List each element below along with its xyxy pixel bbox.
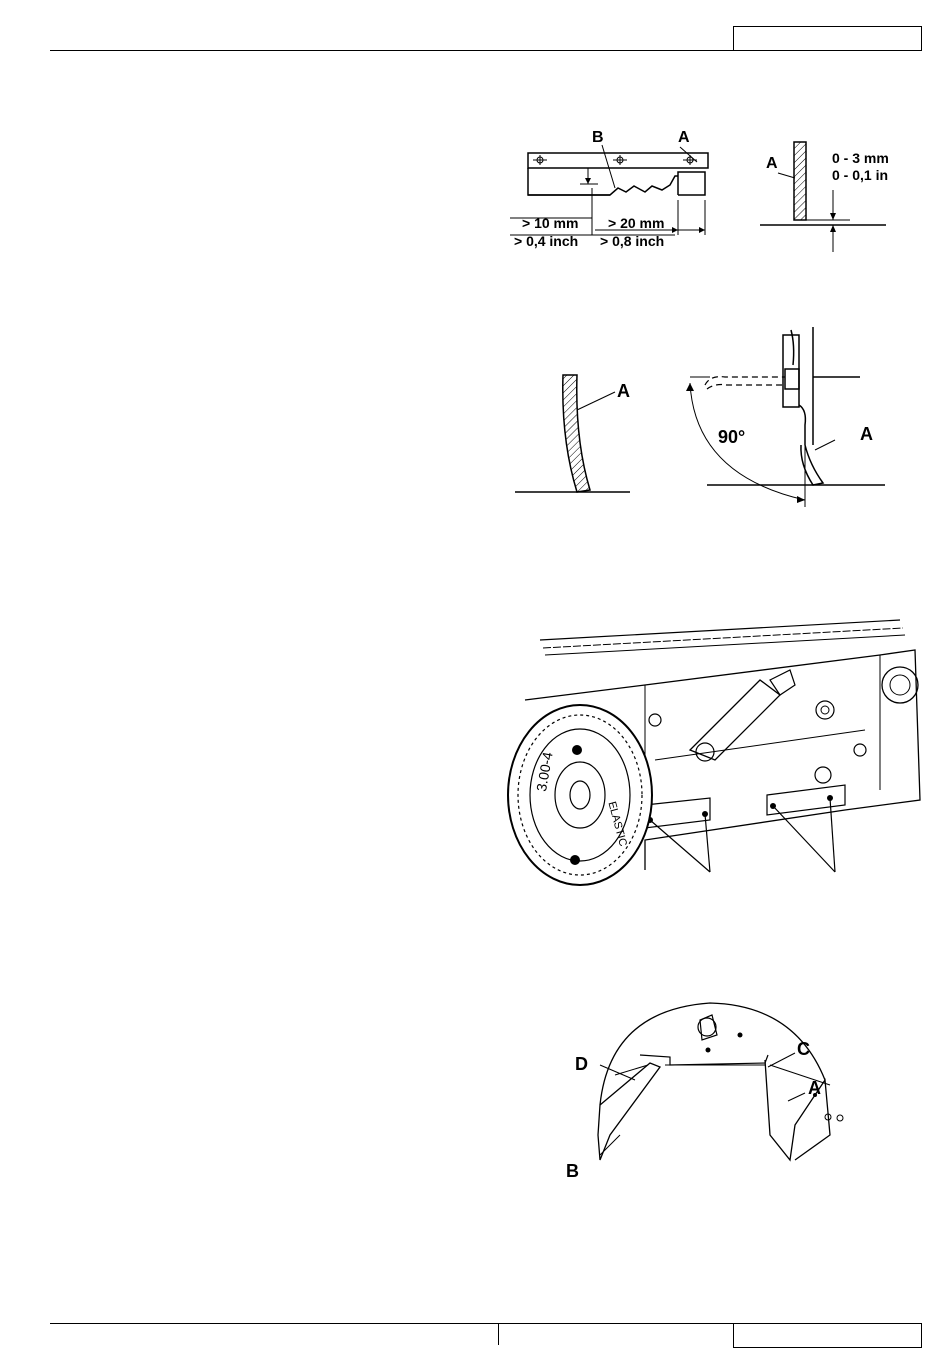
- fig6-label-b: B: [566, 1161, 579, 1181]
- fig2-gap-mm: 0 - 3 mm: [832, 150, 889, 166]
- fig5-tire-text-1: 3.00-4: [533, 750, 556, 793]
- fig6-label-d: D: [575, 1054, 588, 1074]
- fig2-gap-in: 0 - 0,1 in: [832, 167, 889, 183]
- fig6-label-a: A: [808, 1078, 821, 1098]
- fig6-label-c: C: [797, 1039, 810, 1059]
- figure-squeegee-frame: [590, 995, 865, 1170]
- fig1-label-a: A: [678, 129, 690, 146]
- fig4-angle: 90°: [718, 427, 746, 447]
- fig1-dim2-in: > 0,8 inch: [600, 233, 665, 249]
- fig1-label-b: B: [592, 129, 604, 146]
- footer-page-ref-box: [733, 1323, 922, 1348]
- fig1-dim1-in: > 0,4 inch: [514, 233, 579, 249]
- footer-divider: [498, 1323, 499, 1345]
- header-page-ref-box: [733, 26, 922, 51]
- fig1-dim2-mm: > 20 mm: [608, 215, 665, 231]
- fig1-dim1-mm: > 10 mm: [522, 215, 579, 231]
- figure-wheel-assembly: [505, 610, 925, 885]
- fig2-label-a: A: [766, 155, 778, 172]
- fig4-label-a: A: [860, 424, 873, 444]
- fig5-tire-text-2: ELASTIC: [605, 800, 629, 848]
- figure-blade-tilt: [685, 325, 890, 510]
- fig3-label-a: A: [617, 381, 630, 401]
